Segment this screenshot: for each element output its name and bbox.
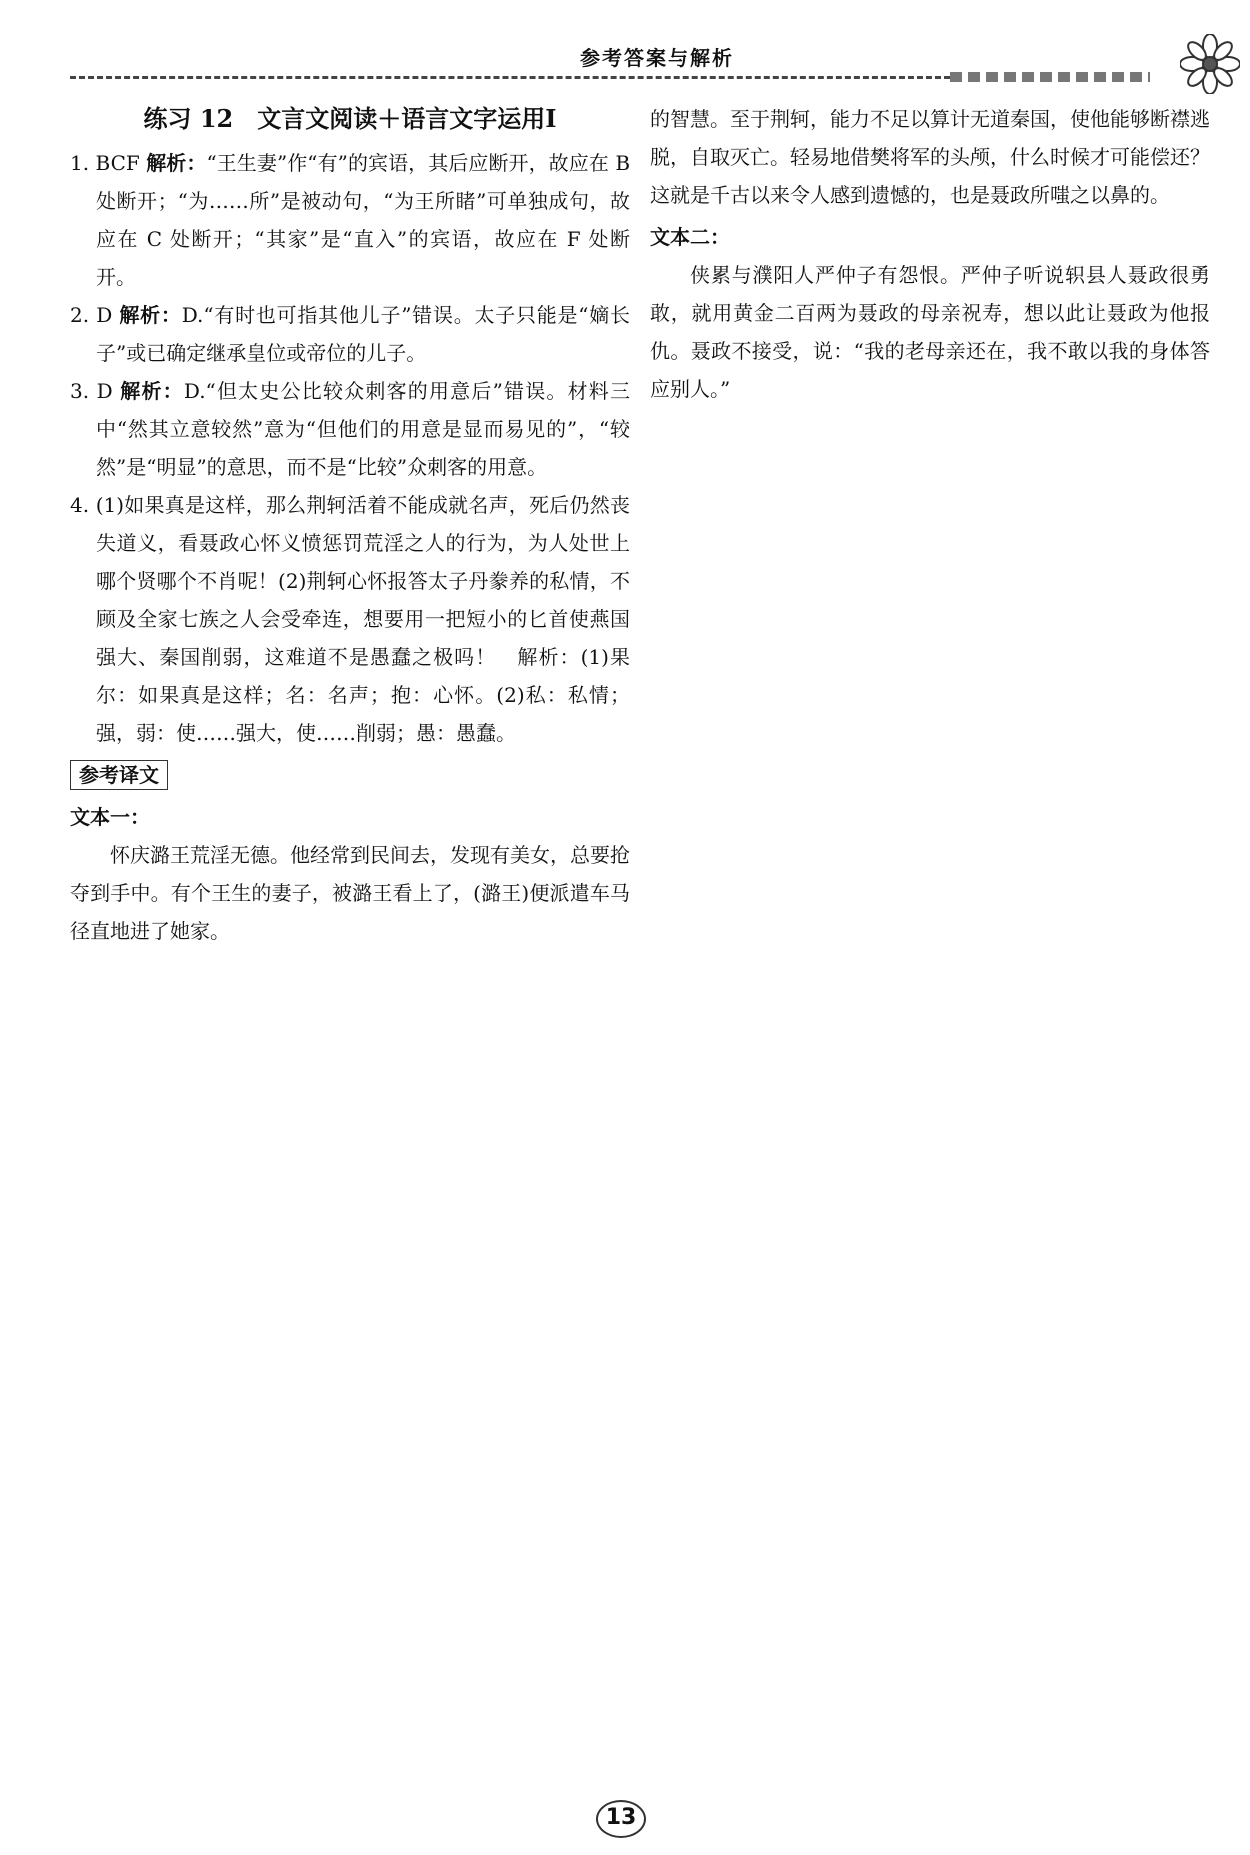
analysis-label: 解析： bbox=[146, 151, 207, 175]
text2-paragraph: 侠累与濮阳人严仲子有怨恨。严仲子听说轵县人聂政很勇敢，就用黄金二百两为聂政的母亲祝寿，想以此让聂政为他报仇。聂政不接受，说：“我的老母亲还在，我不敢以我的身体答应别人。” bbox=[650, 263, 1210, 401]
answer-choice: D bbox=[96, 379, 113, 403]
reference-translation-label: 参考译文 bbox=[70, 760, 168, 790]
answer-item bbox=[70, 372, 630, 486]
page-number: 13 bbox=[596, 1800, 646, 1838]
left-column bbox=[70, 100, 630, 950]
analysis-label: 解析： bbox=[120, 379, 184, 403]
section-title: 练习 12 文言文阅读＋语言文字运用Ⅰ bbox=[143, 104, 557, 133]
analysis-text: D.“但太史公比较众刺客的用意后”错误。材料三中“然其立意较然”意为“但他们的用意是显而易见的”，“较然”是“明显”的意思，而不是“比较”众刺客的用意。 bbox=[96, 379, 631, 479]
answer-item bbox=[70, 144, 630, 296]
header-bar bbox=[950, 72, 1150, 82]
text2-label: 文本二： bbox=[650, 225, 730, 249]
page-header bbox=[70, 28, 1190, 88]
item-number: 4. bbox=[70, 493, 90, 517]
item-number: 1. bbox=[70, 151, 90, 175]
item-number: 3. bbox=[70, 379, 90, 403]
item-number: 2. bbox=[70, 303, 90, 327]
analysis-text: (1)如果真是这样，那么荆轲活着不能成就名声，死后仍然丧失道义，看聂政心怀义愤惩罚荒淫之人的行为，为人处世上哪个贤哪个不肖呢！(2)荆轲心怀报答太子丹豢养的私情，不顾及全家七族之人会受牵连，想要用一把短小的匕首使燕国强大、秦国削弱，这难道不是愚蠢之极吗！ 解析：(1)果尔：如果真是这样；名：名声；抱：心怀。(2)私：私情；强，弱：使……强大，使……削弱；愚：愚蠢。 bbox=[95, 493, 630, 745]
text1-paragraph: 怀庆潞王荒淫无德。他经常到民间去，发现有美女，总要抢夺到手中。有个王生的妻子，被潞王看上了，(潞王)便派遣车马径直地进了她家。 bbox=[70, 843, 630, 943]
analysis-text: “王生妻”作“有”的宾语，其后应断开，故应在 B 处断开；“为……所”是被动句，“为王所睹”可单独成句，故应在 C 处断开；“其家”是“直入”的宾语，故应在 F 处断开。 bbox=[96, 151, 631, 289]
text1-label: 文本一： bbox=[70, 805, 150, 829]
analysis-text: D.“有时也可指其他儿子”错误。太子只能是“嫡长子”或已确定继承皇位或帝位的儿子。 bbox=[96, 303, 631, 365]
answer-item bbox=[70, 486, 630, 752]
continued-paragraph: 的智慧。至于荆轲，能力不足以算计无道秦国，使他能够断襟逃脱，自取灭亡。轻易地借樊将军的头颅，什么时候才可能偿还？这就是千古以来令人感到遗憾的，也是聂政所嗤之以鼻的。 bbox=[650, 107, 1210, 207]
answer-choice: D bbox=[96, 303, 113, 327]
header-title: 参考答案与解析 bbox=[580, 46, 734, 70]
analysis-label: 解析： bbox=[119, 303, 182, 327]
flower-icon bbox=[1180, 34, 1240, 94]
right-column bbox=[650, 100, 1210, 408]
header-rule bbox=[70, 76, 950, 79]
answer-item bbox=[70, 296, 630, 372]
answer-choice: BCF bbox=[95, 151, 140, 175]
